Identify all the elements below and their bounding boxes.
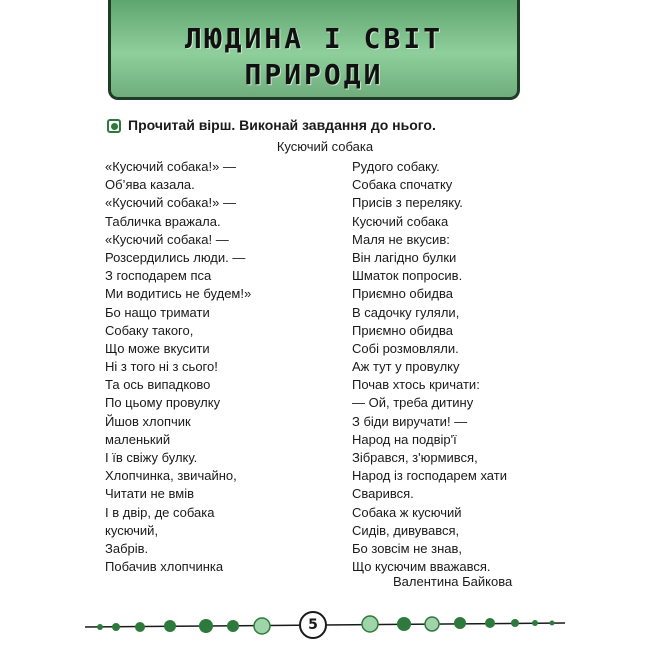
poem-line: І їв свіжу булку. (105, 450, 198, 465)
poem-line: З біди виручати! — (352, 413, 468, 429)
poem-line: Читати не вмів (105, 486, 195, 502)
deco-dot (362, 616, 378, 632)
deco-dot (199, 619, 213, 633)
poem-line: «Кусючий собака! — (105, 231, 229, 247)
poem-line: Кусючий собака (352, 213, 449, 229)
poem-column-right (352, 158, 507, 576)
deco-dot (254, 618, 270, 634)
poem-line: Побачив хлопчинка (105, 559, 224, 575)
poem-title: Кусючий собака (276, 139, 374, 154)
poem-line: маленький (105, 431, 171, 447)
poem-line: Маля не вкусив: (352, 231, 450, 247)
poem-line: Сварився. (352, 486, 414, 502)
poem-line: Собака ж кусючий (352, 504, 462, 520)
poem-line: По цьому провулку (105, 395, 221, 411)
deco-dot (97, 624, 103, 630)
poem-line: Аж тут у провулку (352, 359, 460, 375)
deco-dot (112, 623, 120, 631)
poem-line: Йшов хлопчик (105, 413, 191, 429)
poem-line: Він лагідно булки (352, 249, 457, 265)
deco-dot (164, 620, 176, 632)
poem-line: Приємно обидва (352, 286, 453, 302)
section-title-line1: ЛЮДИНА І СВІТ (184, 22, 444, 55)
poem-line: Хлопчинка, звичайно, (105, 468, 237, 484)
poem-line: «Кусючий собака!» — (105, 159, 236, 174)
poem-line: Бо зовсім не знав, (352, 540, 463, 556)
poem-line: Приємно обидва (352, 322, 453, 338)
poem-line: Собі розмовляли. (352, 340, 459, 356)
poem-line: «Кусючий собака!» — (105, 195, 236, 211)
poem-line: Що кусючим вважався. (352, 559, 491, 575)
poem-line: Забрів. (105, 540, 149, 556)
poem-line: Сидів, дивувався, (352, 522, 460, 538)
poem-line: Рудого собаку. (352, 159, 440, 174)
task-instruction: Прочитай вірш. Виконай завдання до нього. (128, 117, 436, 133)
deco-dot (135, 622, 145, 632)
poem-line: Зібрався, з'юрмився, (352, 450, 478, 465)
section-title-line2: ПРИРОДИ (244, 58, 384, 91)
poem-line: В садочку гуляли, (352, 304, 460, 320)
poem-line: Собаку такого, (105, 322, 194, 338)
poem-line: Розсердились люди. — (105, 249, 246, 265)
deco-dot (397, 617, 411, 631)
poem-line: Об’ява казала. (105, 177, 195, 193)
poem-line: Бо нащо тримати (105, 304, 210, 320)
poem-line: Табличка вражала. (105, 213, 221, 229)
deco-dot (511, 619, 519, 627)
poem-line: Ми водитись не будем!» (105, 286, 252, 302)
deco-dot (425, 617, 439, 631)
poem-line: Народ із господарем хати (352, 468, 507, 484)
poem-line: Почав хтось кричати: (352, 377, 480, 393)
poem-line: Собака спочатку (352, 177, 453, 193)
poem-line: Ні з того ні з сього! (105, 359, 218, 375)
deco-dot (485, 618, 495, 628)
deco-dot (532, 620, 538, 626)
poem-line: кусючий, (105, 522, 159, 538)
deco-dot (227, 620, 239, 632)
poem-line: Шматок попросив. (352, 268, 463, 284)
poem-line: Що може вкусити (105, 340, 210, 356)
poem-line: Та ось випадково (105, 377, 211, 393)
section-banner (108, 0, 520, 100)
poem-line: Присів з переляку. (352, 195, 463, 211)
target-icon (107, 119, 121, 133)
poem-line: Народ на подвір'ї (352, 431, 457, 447)
poem-line: І в двір, де собака (105, 504, 215, 520)
poem-column-left (105, 158, 251, 576)
poem-author: Валентина Байкова (393, 574, 513, 589)
deco-dot (454, 617, 466, 629)
poem-line: З господарем пса (105, 268, 212, 284)
page-number: 5 (299, 611, 327, 639)
poem-line: — Ой, треба дитину (352, 395, 474, 411)
deco-dot (550, 621, 555, 626)
